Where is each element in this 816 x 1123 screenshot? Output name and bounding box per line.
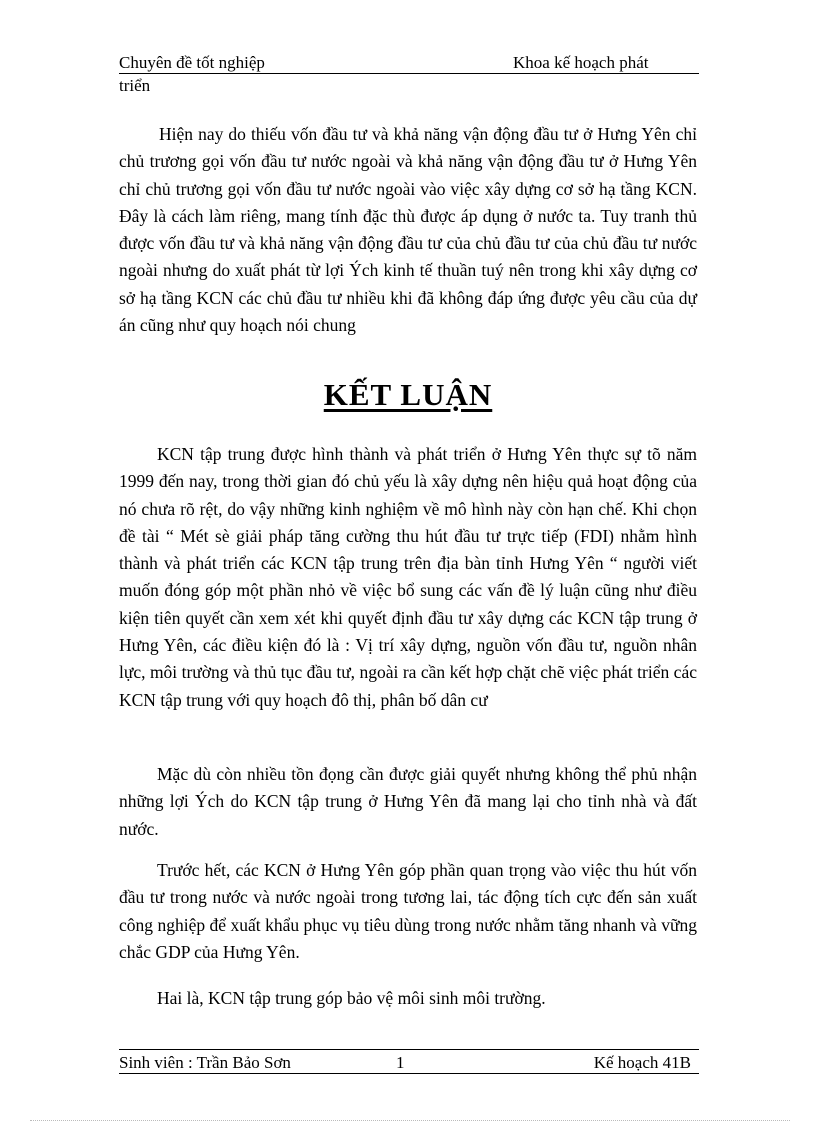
header-faculty-continuation: triển — [119, 76, 151, 95]
intro-paragraph: Hiện nay do thiếu vốn đầu tư và khả năng vận động đầu tư ở Hưng Yên chỉ chủ trương gọi vốn đầu tư nước ngoài và khả năng vận động đầu tư ở Hưng Yên chỉ chủ trương gọi vốn đầu tư nước ngoài vào việc xây dựng cơ sở hạ tầng KCN. Đây là cách làm riêng, mang tính đặc thù được áp dụng ở nước ta. Tuy tranh thủ được vốn đầu tư và khả năng vận động đầu tư của chủ đầu tư của chủ đầu tư nước ngoài nhưng do xuất phát từ lợi Ých kinh tế thuần tuý nên trong khi xây dựng cơ sở hạ tầng KCN các chủ đầu tư nhiều khi đã không đáp ứng được yêu cầu của dự án cũng như quy hoạch nói chung — [119, 124, 697, 336]
footer-student-name: Sinh viên : Trần Bảo Sơn — [119, 1053, 291, 1072]
conclusion-heading: KẾT LUẬN — [323, 377, 493, 412]
header-thesis-title: Chuyên đề tốt nghiệp — [119, 53, 265, 72]
header-faculty: Khoa kế hoạch phát — [513, 53, 649, 72]
footer-class: Kế hoạch 41B — [593, 1053, 691, 1072]
footer-page-number: 1 — [396, 1053, 405, 1072]
body-paragraph-4: Hai là, KCN tập trung góp bảo vệ môi sinh môi trường. — [157, 988, 546, 1008]
page-header — [119, 53, 699, 74]
body-paragraph-3: Trước hết, các KCN ở Hưng Yên góp phần quan trọng vào việc thu hút vốn đầu tư trong nước và nước ngoài trong tương lai, tác động tích cực đến sản xuất công nghiệp để xuất khẩu phục vụ tiêu dùng trong nước nhằm tăng nhanh và vững chắc GDP của Hưng Yên. — [119, 860, 697, 962]
footer-rule — [119, 1073, 699, 1074]
body-paragraph-1: KCN tập trung được hình thành và phát triển ở Hưng Yên thực sự tõ năm 1999 đến nay, trong thời gian đó chủ yếu là xây dựng nên hiệu quả hoạt động của nó chưa rõ rệt, do vậy những kinh nghiệm về mô hình này còn hạn chế. Khi chọn đề tài “ Mét sè giải pháp tăng cường thu hút đầu tư trực tiếp (FDI) nhằm hình thành và phát triển các KCN tập trung trên địa bàn tỉnh Hưng Yên “ người viết muốn đóng góp một phần nhỏ về việc bổ sung các vấn đề lý luận cũng như điều kiện tiên quyết cần xem xét khi quyết định đầu tư xây dựng các KCN tập trung ở Hưng Yên, các điều kiện đó là : Vị trí xây dựng, nguồn vốn đầu tư, nguồn nhân lực, môi trường và thủ tục đầu tư, ngoài ra cần kết hợp chặt chẽ việc phát triển các KCN tập trung với quy hoạch đô thị, phân bố dân cư — [119, 444, 697, 710]
body-paragraph-2: Mặc dù còn nhiều tồn đọng cần được giải quyết nhưng không thể phủ nhận những lợi Ých do KCN tập trung ở Hưng Yên đã mang lại cho tỉnh nhà và đất nước. — [119, 764, 697, 839]
page-footer — [119, 1049, 699, 1076]
page-bottom-edge — [30, 1120, 790, 1121]
